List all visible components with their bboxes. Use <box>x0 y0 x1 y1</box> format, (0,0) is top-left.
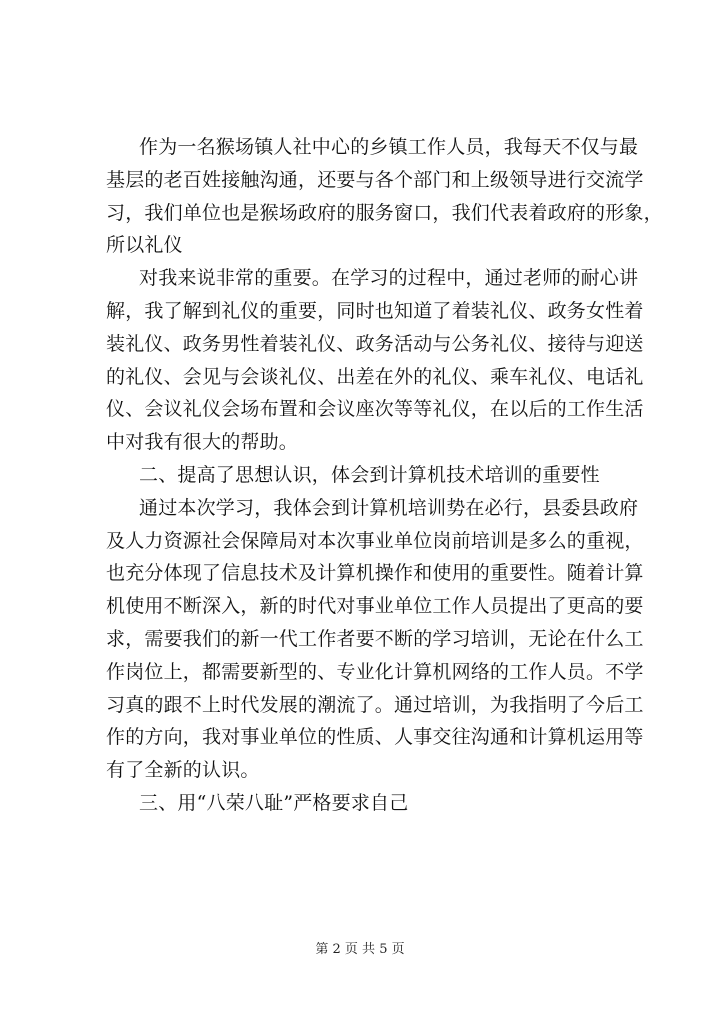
text-line: 所以礼仪 <box>106 234 183 257</box>
paragraph-3 <box>106 492 646 787</box>
text-line: 基层的老百姓接触沟通，还要与各个部门和上级领导进行交流学 <box>106 168 644 191</box>
text-line: 解，我了解到礼仪的重要，同时也知道了着装礼仪、政务女性着 <box>106 299 644 322</box>
text-line: 作岗位上，都需要新型的、专业化计算机网络的工作人员。不学 <box>106 660 644 683</box>
text-line: 习，我们单位也是猴场政府的服务窗口，我们代表着政府的形象， <box>106 201 663 224</box>
text-line: 仪、会议礼仪会场布置和会议座次等等礼仪，在以后的工作生活 <box>106 398 644 421</box>
text-line: 习真的跟不上时代发展的潮流了。通过培训，为我指明了今后工 <box>106 693 644 716</box>
page-number: 第 2 页 共 5 页 <box>315 942 405 957</box>
text-line: 有了全新的认识。 <box>106 759 260 782</box>
text-line: 作的方向，我对事业单位的性质、人事交往沟通和计算机运用等 <box>106 726 644 749</box>
text-line: 及人力资源社会保障局对本次事业单位岗前培训是多么的重视， <box>106 529 644 552</box>
text-line: 装礼仪、政务男性着装礼仪、政务活动与公务礼仪、接待与迎送 <box>106 332 644 355</box>
document-body <box>106 131 663 820</box>
text-line: 机使用不断深入，新的时代对事业单位工作人员提出了更高的要 <box>106 595 644 618</box>
text-line: 通过本次学习，我体会到计算机培训势在必行，县委县政府 <box>139 496 639 519</box>
text-line: 作为一名猴场镇人社中心的乡镇工作人员，我每天不仅与最 <box>139 136 639 158</box>
paragraph-1 <box>106 131 663 262</box>
paragraph-2 <box>106 262 646 459</box>
page-footer <box>0 938 720 957</box>
section-heading-3 <box>106 787 646 820</box>
heading-line: 三、用“八荣八耻”严格要求自己 <box>139 791 409 814</box>
text-line: 中对我有很大的帮助。 <box>106 431 299 454</box>
section-heading-2 <box>106 459 646 492</box>
text-line: 的礼仪、会见与会谈礼仪、出差在外的礼仪、乘车礼仪、电话礼 <box>106 365 644 388</box>
text-line: 也充分体现了信息技术及计算机操作和使用的重要性。随着计算 <box>106 562 644 585</box>
text-line: 求，需要我们的新一代工作者要不断的学习培训，无论在什么工 <box>106 627 644 650</box>
heading-line: 二、提高了思想认识，体会到计算机技术培训的重要性 <box>139 463 600 486</box>
text-line: 对我来说非常的重要。在学习的过程中，通过老师的耐心讲 <box>139 267 639 290</box>
